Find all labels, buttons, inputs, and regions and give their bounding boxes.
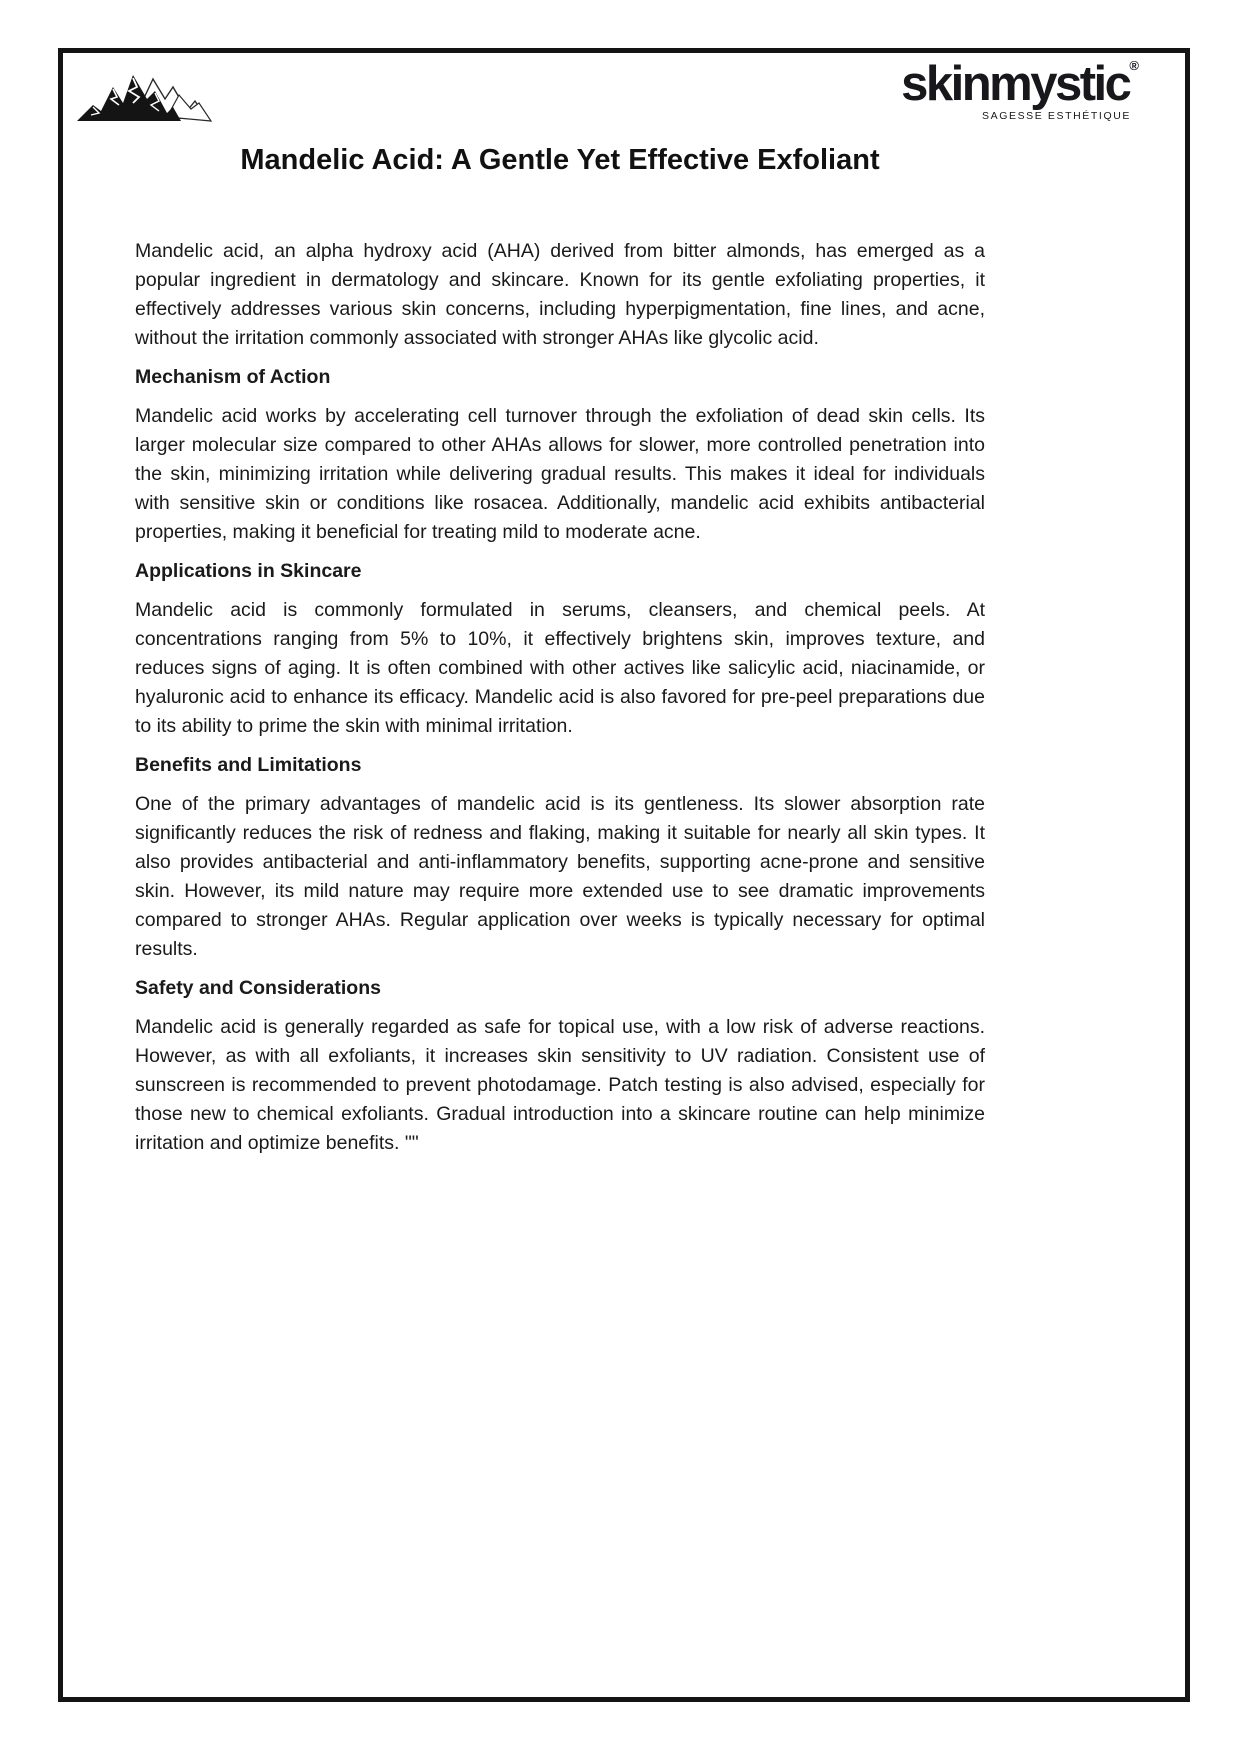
section-heading-benefits-and-limitations: Benefits and Limitations (135, 754, 362, 776)
section-paragraph-mechanism-of-action: Mandelic acid works by accelerating cell turnover through the exfoliation of dead skin cells. Its larger molecular size compared to other AHAs allows for slower, more controlled penetration into the skin, minimizing irritation while delivering gradual results. This makes it ideal for individuals with sensitive skin or conditions like rosacea. Additionally, mandelic acid exhibits antibacterial properties, making it beneficial for treating mild to moderate acne. (135, 405, 985, 543)
document-content (135, 140, 985, 1168)
intro-paragraph: Mandelic acid, an alpha hydroxy acid (AHA) derived from bitter almonds, has emerged as a popular ingredient in dermatology and skincare. Known for its gentle exfoliating properties, it effectively addresses various skin concerns, including hyperpigmentation, fine lines, and acne, without the irritation commonly associated with stronger AHAs like glycolic acid. (135, 240, 985, 349)
section-heading-applications-in-skincare: Applications in Skincare (135, 560, 362, 582)
mountains-logo-image (75, 65, 215, 127)
brand-tagline: SAGESSE ESTHÉTIQUE (982, 110, 1131, 122)
section-heading-mechanism-of-action: Mechanism of Action (135, 366, 331, 388)
brand-logo (901, 59, 1139, 122)
section-paragraph-benefits-and-limitations: One of the primary advantages of mandelic acid is its gentleness. Its slower absorption rate significantly reduces the risk of redness and flaking, making it suitable for nearly all skin types. It also provides antibacterial and anti-inflammatory benefits, supporting acne-prone and sensitive skin. However, its mild nature may require more extended use to see dramatic improvements compared to stronger AHAs. Regular application over weeks is typically necessary for optimal results. (135, 793, 985, 960)
brand-name: skinmystic (901, 57, 1130, 111)
section-paragraph-safety-and-considerations: Mandelic acid is generally regarded as safe for topical use, with a low risk of adverse reactions. However, as with all exfoliants, it increases skin sensitivity to UV radiation. Consistent use of sunscreen is recommended to prevent photodamage. Patch testing is also advised, especially for those new to chemical exfoliants. Gradual introduction into a skincare routine can help minimize irritation and optimize benefits. "" (135, 1016, 985, 1154)
section-paragraph-applications-in-skincare: Mandelic acid is commonly formulated in serums, cleansers, and chemical peels. At concentrations ranging from 5% to 10%, it effectively brightens skin, improves texture, and reduces signs of aging. It is often combined with other actives like salicylic acid, niacinamide, or hyaluronic acid to enhance its efficacy. Mandelic acid is also favored for pre-peel preparations due to its ability to prime the skin with minimal irritation. (135, 599, 985, 737)
registered-trademark-symbol: ® (1129, 58, 1139, 73)
document-title: Mandelic Acid: A Gentle Yet Effective Exfoliant (240, 144, 880, 176)
section-heading-safety-and-considerations: Safety and Considerations (135, 977, 381, 999)
page-border (58, 48, 1190, 1702)
